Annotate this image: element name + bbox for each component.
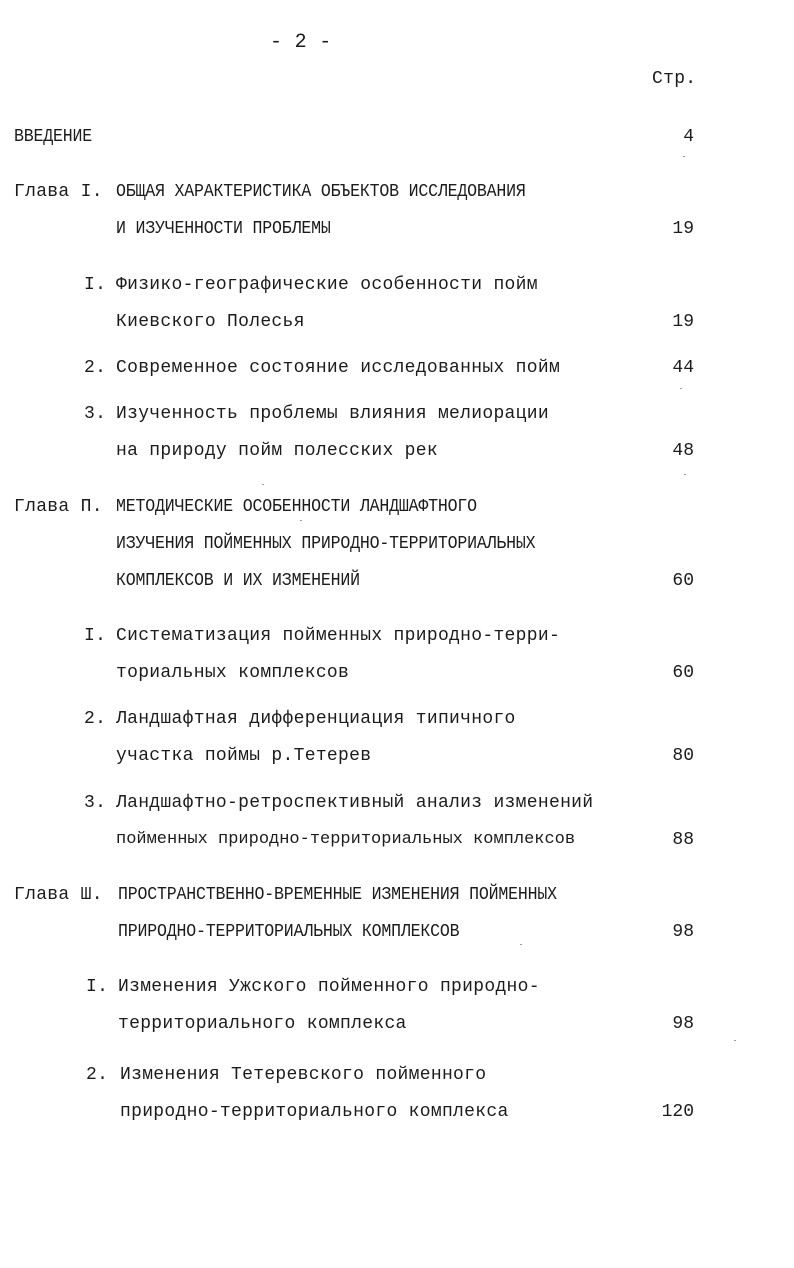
chapter-2-section-3-line-2: пойменных природно-территориальных комплексов [116, 830, 576, 849]
chapter-3-title-line-1: ПРОСТРАНСТВЕННО-ВРЕМЕННЫЕ ИЗМЕНЕНИЯ ПОЙМЕННЫХ [118, 885, 557, 905]
scan-speck [680, 388, 682, 389]
chapter-1-section-3-line-2: на природу пойм полесских рек [116, 441, 438, 461]
chapter-3-section-2-number: 2. [86, 1065, 109, 1085]
chapter-3-section-1-number: I. [86, 977, 109, 997]
chapter-1-section-2-line-1: Современное состояние исследованных пойм [116, 358, 561, 378]
chapter-2-section-2-line-2: участка поймы р.Тетерев [116, 746, 372, 766]
chapter-2-section-3-line-1: Ландшафтно-ретроспективный анализ изменений [116, 793, 594, 813]
scan-speck [734, 1040, 736, 1041]
chapter-2-title-line-2: ИЗУЧЕНИЯ ПОЙМЕННЫХ ПРИРОДНО-ТЕРРИТОРИАЛЬНЫХ [116, 534, 536, 554]
chapter-2-section-1-number: I. [84, 626, 107, 646]
chapter-2-page: 60 [672, 571, 694, 591]
chapter-3-section-2-line-1: Изменения Тетеревского пойменного [120, 1065, 487, 1085]
scan-speck [684, 474, 686, 475]
chapter-2-label: Глава П. [14, 497, 103, 517]
chapter-2-section-2-number: 2. [84, 709, 107, 729]
chapter-1-section-1-line-2: Киевского Полесья [116, 312, 305, 332]
chapter-1-label: Глава I. [14, 182, 103, 202]
chapter-3-section-2-line-2: природно-территориального комплекса [120, 1102, 509, 1122]
chapter-3-page: 98 [672, 922, 694, 942]
chapter-3-label: Глава Ш. [14, 885, 103, 905]
chapter-1-section-1-line-1: Физико-географические особенности пойм [116, 275, 538, 295]
chapter-2-section-1-line-1: Систематизация пойменных природно-терри- [116, 626, 561, 646]
scan-speck [262, 484, 264, 485]
scan-speck [683, 156, 685, 157]
chapter-3-title-line-2: ПРИРОДНО-ТЕРРИТОРИАЛЬНЫХ КОМПЛЕКСОВ [118, 922, 460, 942]
chapter-1-section-3-page: 48 [672, 441, 694, 461]
chapter-3-section-2-page: 120 [661, 1102, 694, 1122]
page-number: - 2 - [270, 31, 332, 54]
chapter-2-title-line-1: МЕТОДИЧЕСКИЕ ОСОБЕННОСТИ ЛАНДШАФТНОГО [116, 497, 477, 517]
scan-speck [520, 944, 522, 945]
toc-intro-page: 4 [683, 127, 694, 147]
chapter-2-section-1-page: 60 [672, 663, 694, 683]
chapter-2-section-3-number: 3. [84, 793, 107, 813]
chapter-1-section-3-line-1: Изученность проблемы влияния мелиорации [116, 404, 549, 424]
scan-speck [300, 520, 302, 521]
chapter-1-title-line-1: ОБЩАЯ ХАРАКТЕРИСТИКА ОБЪЕКТОВ ИССЛЕДОВАНИЯ [116, 182, 526, 202]
page-column-header: Стр. [652, 69, 697, 89]
chapter-1-section-3-number: 3. [84, 404, 107, 424]
chapter-1-section-2-page: 44 [672, 358, 694, 378]
chapter-2-title-line-3: КОМПЛЕКСОВ И ИХ ИЗМЕНЕНИЙ [116, 571, 360, 591]
chapter-1-page: 19 [672, 219, 694, 239]
chapter-1-section-2-number: 2. [84, 358, 107, 378]
chapter-2-section-1-line-2: ториальных комплексов [116, 663, 350, 683]
chapter-2-section-2-line-1: Ландшафтная дифференциация типичного [116, 709, 516, 729]
chapter-3-section-1-line-1: Изменения Ужского пойменного природно- [118, 977, 540, 997]
toc-intro-title: ВВЕДЕНИЕ [14, 127, 93, 147]
chapter-1-title-line-2: И ИЗУЧЕННОСТИ ПРОБЛЕМЫ [116, 219, 331, 239]
chapter-3-section-1-page: 98 [672, 1014, 694, 1034]
chapter-1-section-1-number: I. [84, 275, 107, 295]
chapter-1-section-1-page: 19 [672, 312, 694, 332]
chapter-3-section-1-line-2: территориального комплекса [118, 1014, 407, 1034]
chapter-2-section-3-page: 88 [672, 830, 694, 850]
chapter-2-section-2-page: 80 [672, 746, 694, 766]
